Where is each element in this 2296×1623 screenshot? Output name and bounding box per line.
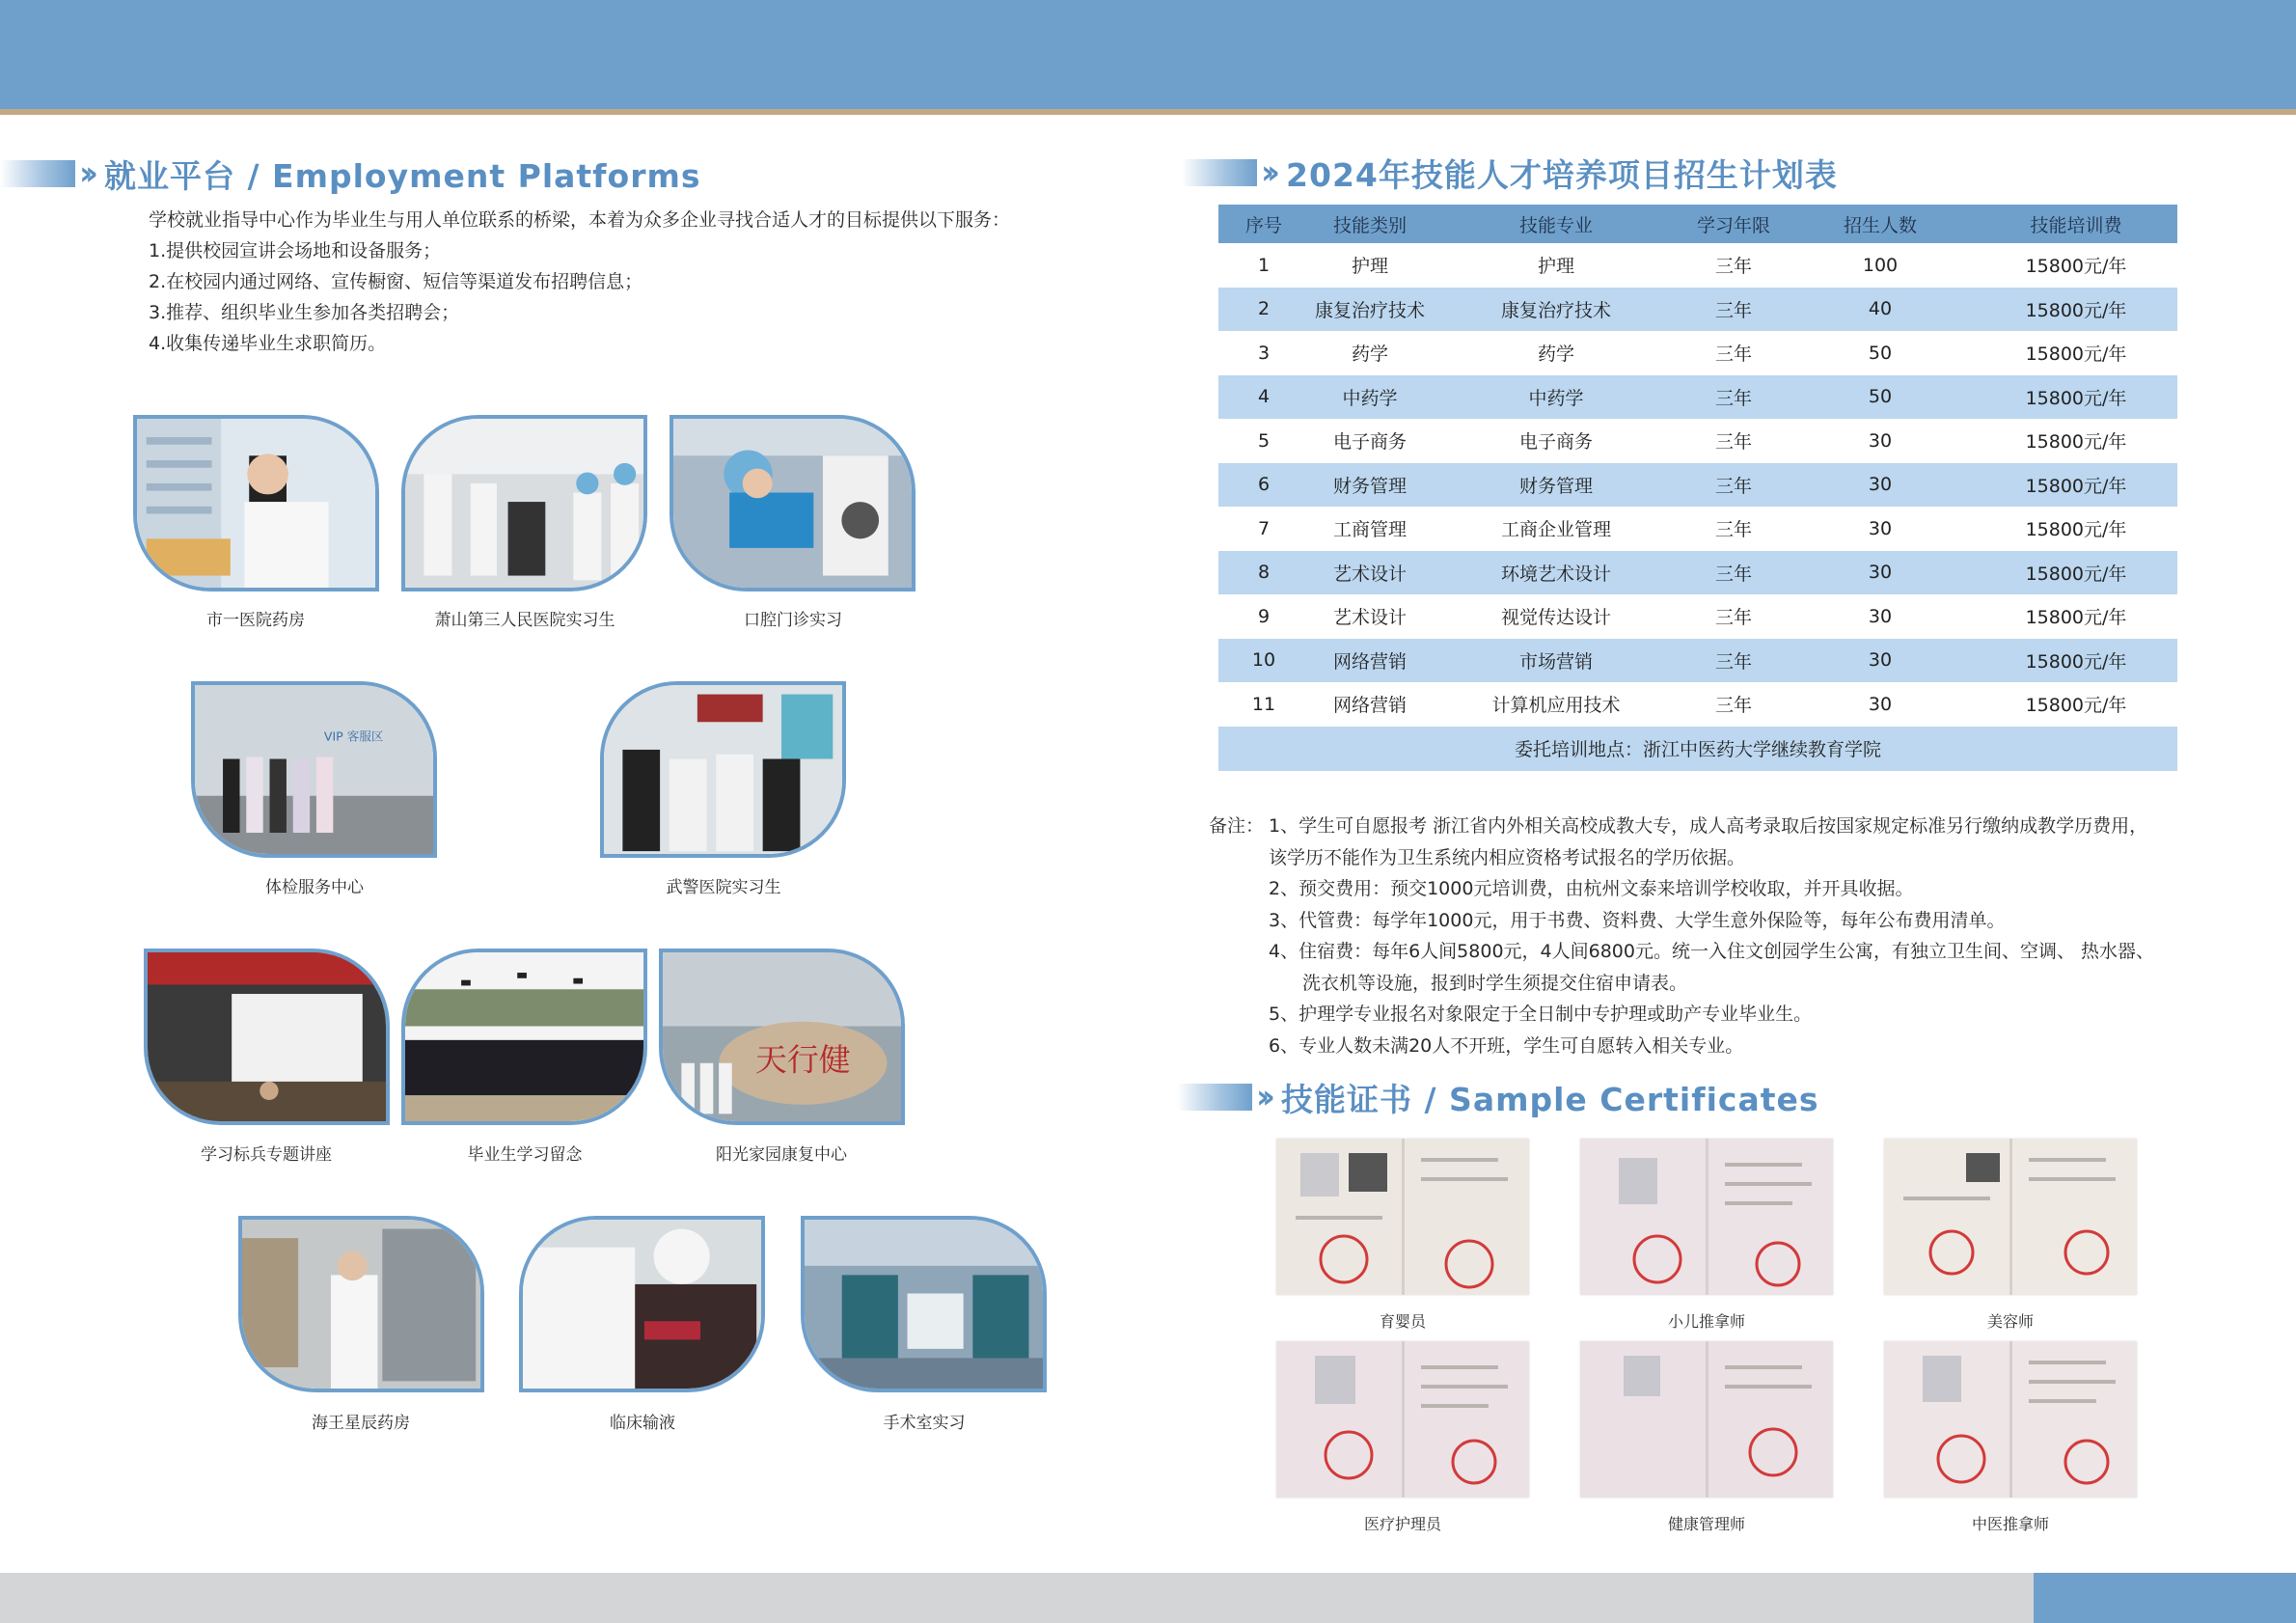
column-header: 招生人数 xyxy=(1786,205,1975,243)
table-cell: 网络营销 xyxy=(1332,695,1407,717)
table-cell: 40 xyxy=(1786,288,1975,332)
top-banner xyxy=(0,0,2296,109)
column-header: 技能专业 xyxy=(1431,205,1681,243)
certificate-image xyxy=(1884,1341,2137,1498)
table-row xyxy=(1218,243,2177,288)
photo-armed-police-hospital xyxy=(600,681,846,858)
table-cell: 三年 xyxy=(1714,344,1752,366)
note-text: 3、代管费：每学年1000元，用于书费、资料费、大学生意外保险等，每年公布费用清单。 xyxy=(1269,909,2006,931)
table-row xyxy=(1218,419,2177,463)
photo-lecture xyxy=(144,949,390,1125)
table-row xyxy=(1218,331,2177,375)
photo-caption: 体检服务中心 xyxy=(265,878,364,897)
table-cell: 30 xyxy=(1786,639,1975,683)
photo-caption: 阳光家园康复中心 xyxy=(716,1145,847,1165)
photo-graduation xyxy=(401,949,647,1125)
table-cell: 三年 xyxy=(1681,375,1786,420)
table-cell: 三年 xyxy=(1681,463,1786,508)
table-cell: 三年 xyxy=(1714,256,1752,278)
table-cell: 艺术设计 xyxy=(1309,551,1431,595)
table-cell: 康复治疗技术 xyxy=(1431,288,1681,332)
table-cell: 6 xyxy=(1218,463,1309,508)
table-row xyxy=(1218,375,2177,420)
table-cell: 药学 xyxy=(1351,344,1388,366)
enrollment-plan-table xyxy=(1218,205,2177,771)
table-cell: 15800元/年 xyxy=(1975,288,2177,332)
note-text: 5、护理学专业报名对象限定于全日制中专护理或助产专业毕业生。 xyxy=(1269,1004,1813,1025)
certificate-caption: 育婴员 xyxy=(1379,1312,1426,1331)
table-cell: 3 xyxy=(1257,342,1271,364)
table-cell: 50 xyxy=(1868,342,1893,364)
certificate-caption: 小儿推拿师 xyxy=(1667,1312,1745,1331)
table-cell: 10 xyxy=(1218,639,1309,683)
table-cell: 15800元/年 xyxy=(2025,344,2127,366)
plan-header xyxy=(1182,151,1838,194)
service-item: 1.提供校园宣讲会场地和设备服务； xyxy=(149,240,442,261)
table-cell: 30 xyxy=(1868,517,1893,539)
stone-inscription: 天行健 xyxy=(754,1041,851,1079)
certificate-caption: 医疗护理员 xyxy=(1363,1515,1441,1533)
note-text: 4、住宿费：每年6人间5800元，4人间6800元。统一入住文创园学生公寓，有独立卫生间、空调、 热水器、 xyxy=(1269,941,2155,962)
table-cell: 15800元/年 xyxy=(2025,607,2127,629)
table-cell: 5 xyxy=(1257,429,1271,452)
table-cell: 9 xyxy=(1257,605,1271,627)
header-gradient-bar xyxy=(1182,159,1257,186)
table-cell: 30 xyxy=(1868,605,1893,627)
note-text: 该学历不能作为卫生系统内相应资格考试报名的学历依据。 xyxy=(1269,846,1746,868)
table-cell: 7 xyxy=(1257,517,1271,539)
table-cell: 财务管理 xyxy=(1309,463,1431,508)
table-row xyxy=(1218,682,2177,727)
table-cell: 电子商务 xyxy=(1518,431,1593,454)
table-cell: 15800元/年 xyxy=(2025,695,2127,717)
photo-clinical-infusion xyxy=(519,1216,765,1392)
header-gradient-bar xyxy=(1177,1084,1252,1111)
table-cell: 护理 xyxy=(1351,256,1388,278)
photo-caption: 手术室实习 xyxy=(883,1414,966,1433)
table-cell: 15800元/年 xyxy=(1975,375,2177,420)
photo-haiwang-pharmacy xyxy=(238,1216,484,1392)
service-item: 4.收集传递毕业生求职简历。 xyxy=(149,333,387,354)
note-text: 洗衣机等设施，报到时学生须提交住宿申请表。 xyxy=(1302,972,1688,994)
table-cell: 1 xyxy=(1257,254,1271,276)
table-cell: 工商管理 xyxy=(1332,519,1407,541)
note-text: 1、学生可自愿报考 浙江省内外相关高校成教大专，成人高考录取后按国家规定标准另行缴纳成教学历费用， xyxy=(1269,815,2148,837)
photo-dental-clinic xyxy=(670,415,916,591)
column-header: 序号 xyxy=(1218,205,1309,243)
table-cell: 15800元/年 xyxy=(1975,551,2177,595)
header-gradient-bar xyxy=(0,160,75,187)
column-header: 技能类别 xyxy=(1309,205,1431,243)
table-cell: 市场营销 xyxy=(1431,639,1681,683)
certificates-title: 技能证书 / Sample Certificates xyxy=(1281,1080,1819,1118)
table-row xyxy=(1218,463,2177,508)
certificate-image xyxy=(1276,1139,1529,1295)
table-cell: 艺术设计 xyxy=(1332,607,1407,629)
certificate-image xyxy=(1580,1341,1833,1498)
table-cell: 三年 xyxy=(1681,288,1786,332)
table-cell: 30 xyxy=(1786,463,1975,508)
photo-caption: 萧山第三人民医院实习生 xyxy=(434,611,615,630)
table-cell: 三年 xyxy=(1714,519,1752,541)
certificate-caption: 健康管理师 xyxy=(1667,1515,1745,1533)
certificates-header xyxy=(1177,1076,1819,1118)
top-gold-line xyxy=(0,109,2296,115)
photo-caption: 武警医院实习生 xyxy=(666,878,781,897)
table-cell: 环境艺术设计 xyxy=(1431,551,1681,595)
table-cell: 三年 xyxy=(1714,431,1752,454)
table-cell: 8 xyxy=(1218,551,1309,595)
bottom-blue-band xyxy=(2034,1573,2296,1623)
table-cell: 15800元/年 xyxy=(1975,463,2177,508)
table-cell: 三年 xyxy=(1714,607,1752,629)
vip-sign-text: VIP 客服区 xyxy=(323,729,384,744)
double-chevron-icon: ›› xyxy=(1261,153,1273,192)
table-cell: 工商企业管理 xyxy=(1500,519,1611,541)
certificate-image xyxy=(1580,1139,1833,1295)
photo-caption: 海王星辰药房 xyxy=(312,1414,410,1433)
table-cell: 三年 xyxy=(1714,695,1752,717)
notes-label: 备注： xyxy=(1209,815,1265,837)
photo-pharmacy xyxy=(133,415,379,591)
table-header-row xyxy=(1218,205,2177,243)
table-cell: 30 xyxy=(1786,551,1975,595)
photo-caption: 临床输液 xyxy=(610,1414,675,1433)
plan-title: 2024年技能人才培养项目招生计划表 xyxy=(1286,155,1838,194)
table-row xyxy=(1218,594,2177,639)
table-cell: 15800元/年 xyxy=(1975,639,2177,683)
table-cell: 15800元/年 xyxy=(2025,256,2127,278)
column-header: 学习年限 xyxy=(1681,205,1786,243)
photo-operating-room xyxy=(801,1216,1047,1392)
column-header: 技能培训费 xyxy=(1975,205,2177,243)
table-cell: 计算机应用技术 xyxy=(1491,695,1621,717)
table-cell: 11 xyxy=(1251,693,1276,715)
employment-header xyxy=(0,152,701,195)
table-row xyxy=(1218,551,2177,595)
note-row xyxy=(1209,811,2202,842)
note-text: 2、预交费用：预交1000元培训费，由杭州文泰来培训学校收取，并开具收据。 xyxy=(1269,878,1914,899)
photo-xiaoshan-hospital xyxy=(401,415,647,591)
table-cell: 15800元/年 xyxy=(2025,519,2127,541)
note-text: 6、专业人数未满20人不开班，学生可自愿转入相关专业。 xyxy=(1269,1034,1744,1057)
employment-intro xyxy=(104,205,1011,359)
photo-caption: 学习标兵专题讲座 xyxy=(201,1145,332,1165)
bottom-gray-band xyxy=(0,1573,2034,1623)
intro-paragraph: 学校就业指导中心作为毕业生与用人单位联系的桥梁，本着为众多企业寻找合适人才的目标提供以下服务： xyxy=(149,209,1011,231)
notes-block xyxy=(1209,811,2202,1061)
photo-caption: 市一医院药房 xyxy=(206,611,305,630)
certificate-image xyxy=(1276,1341,1529,1498)
table-row xyxy=(1218,507,2177,551)
service-item: 2.在校园内通过网络、宣传橱窗、短信等渠道发布招聘信息； xyxy=(149,271,643,292)
training-location: 委托培训地点：浙江中医药大学继续教育学院 xyxy=(1218,727,2177,771)
table-cell: 30 xyxy=(1868,693,1893,715)
table-cell: 网络营销 xyxy=(1309,639,1431,683)
table-row xyxy=(1218,288,2177,332)
table-cell: 100 xyxy=(1862,254,1899,276)
double-chevron-icon: ›› xyxy=(79,154,92,193)
table-cell: 50 xyxy=(1786,375,1975,420)
table-cell: 财务管理 xyxy=(1431,463,1681,508)
certificate-caption: 美容师 xyxy=(1986,1312,2034,1331)
table-cell: 护理 xyxy=(1537,256,1574,278)
table-cell: 30 xyxy=(1868,429,1893,452)
table-cell: 三年 xyxy=(1681,551,1786,595)
table-cell: 4 xyxy=(1218,375,1309,420)
photo-caption: 毕业生学习留念 xyxy=(467,1145,583,1165)
table-cell: 中药学 xyxy=(1309,375,1431,420)
certificate-image xyxy=(1884,1139,2137,1295)
table-cell: 康复治疗技术 xyxy=(1309,288,1431,332)
table-row xyxy=(1218,639,2177,683)
table-cell: 电子商务 xyxy=(1332,431,1407,454)
table-cell: 三年 xyxy=(1681,639,1786,683)
table-cell: 药学 xyxy=(1537,344,1574,366)
photo-rehab-center xyxy=(659,949,905,1125)
photo-caption: 口腔门诊实习 xyxy=(744,611,842,630)
table-cell: 15800元/年 xyxy=(2025,431,2127,454)
table-cell: 中药学 xyxy=(1431,375,1681,420)
table-cell: 2 xyxy=(1218,288,1309,332)
table-cell: 视觉传达设计 xyxy=(1500,607,1611,629)
service-item: 3.推荐、组织毕业生参加各类招聘会； xyxy=(149,302,460,323)
certificate-caption: 中医推拿师 xyxy=(1971,1515,2049,1533)
table-footer-row xyxy=(1218,727,2177,771)
employment-title: 就业平台 / Employment Platforms xyxy=(104,156,701,195)
photo-checkup-center xyxy=(191,681,437,858)
double-chevron-icon: ›› xyxy=(1256,1078,1269,1116)
